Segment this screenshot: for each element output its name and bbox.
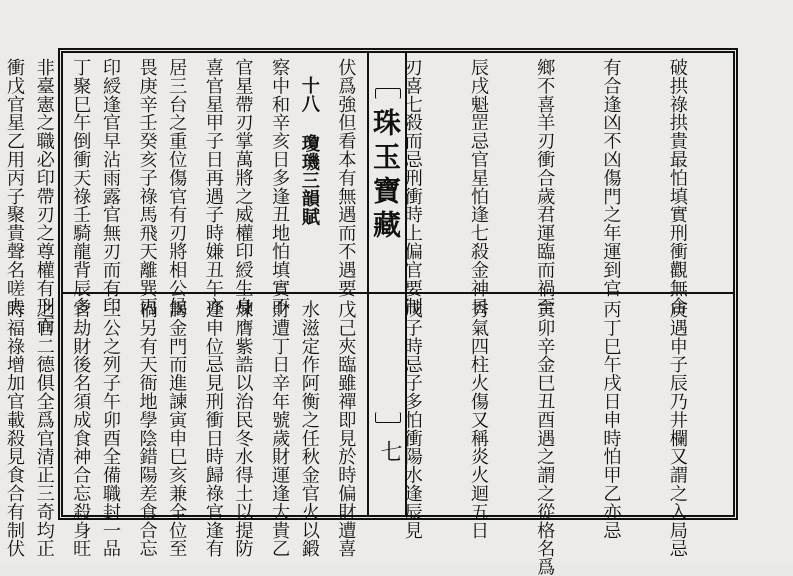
section-heading: 十八 瓊璣三韻賦 bbox=[298, 76, 320, 226]
text-column: 察中和辛亥日多逢丑地怕填實不 bbox=[269, 58, 291, 316]
text-block-bottom-left bbox=[33, 300, 364, 558]
text-column: 非臺憲之職必印帶刃之尊權有刑而 bbox=[33, 58, 55, 334]
page-number: 七 bbox=[377, 440, 402, 462]
text-column: 官星帶刃掌萬將之威權印綬生身 bbox=[232, 58, 254, 316]
text-column: 印綬逢官早沾雨露官無刃而有印 bbox=[99, 58, 121, 316]
text-column: 庚遇申子辰乃井欄又謂之入局忌 bbox=[666, 300, 688, 558]
book-title: 珠玉寶藏 bbox=[369, 108, 402, 244]
text-column: 戊己夾臨雖禪即見於時偏財遭喜 bbox=[335, 300, 357, 558]
text-column: 三公之列子午卯酉全備職封一品 bbox=[99, 300, 121, 558]
text-column: 畏庚辛壬癸亥子祿馬飛天離巽丙 bbox=[136, 58, 158, 316]
text-column: 官劫財後名須成食神合忘殺身旺 bbox=[70, 300, 92, 558]
text-column: 水滋定作阿衡之任秋金官火以鍛 bbox=[298, 300, 320, 558]
text-column: 禍另有天衙地學陰錯陽差食合忘 bbox=[136, 300, 158, 558]
text-column: 辰戌魁罡忌官星怕逢七殺金神日 bbox=[467, 58, 489, 316]
text-column: 財遭丁日辛年號歲財運逢大貴乙 bbox=[269, 300, 291, 558]
text-block-top-left bbox=[33, 58, 364, 334]
text-column: 煉膺紫誥以治民冬水得土以提防 bbox=[232, 300, 254, 558]
text-column: 喜官星甲子日再遇子時嫌丑午亦 bbox=[202, 58, 224, 316]
text-column: 時福祿增加官載殺見食合有制伏 bbox=[4, 300, 25, 558]
text-column: 丁聚巳午倒衝天祿壬騎龍背辰多 bbox=[70, 58, 92, 316]
text-column: 刃喜七殺而忌刑衝時上偏官要制 bbox=[401, 58, 423, 316]
text-column: 謁金門而進諫寅申巳亥兼全位至 bbox=[166, 300, 188, 558]
text-column: 有合逢凶不凶傷門之年運到官 bbox=[600, 58, 622, 298]
text-column: 秀氣四柱火傷又稱炎火迴五日 bbox=[467, 300, 489, 540]
text-column: 居三台之重位傷官有刃將相公候 bbox=[166, 58, 188, 316]
text-column: 寅卯辛金巳丑酉遇之謂之從格名爲 bbox=[534, 300, 556, 576]
text-column: 戊子時忌子多怕衝陽水逢辰見 bbox=[401, 300, 423, 540]
text-column: 丙丁巳午戌日申時怕甲乙亦忌 bbox=[600, 300, 622, 540]
text-column: 破拱祿拱貴最怕填實刑衝觀無合 bbox=[666, 58, 688, 316]
text-column: 逢申位忌見刑衝日時歸祿官逢有 bbox=[202, 300, 224, 558]
text-column: 鄉不喜羊刃衝合歲君運臨而禍至 bbox=[534, 58, 556, 316]
text-column: 之官二德俱全爲官清正三奇均正 bbox=[33, 300, 55, 558]
text-column: 衝戊官星乙用丙子聚貴聲名嗟夫 bbox=[4, 58, 25, 316]
text-column: 伏爲強但看本有無遇而不遇要 bbox=[335, 58, 357, 298]
